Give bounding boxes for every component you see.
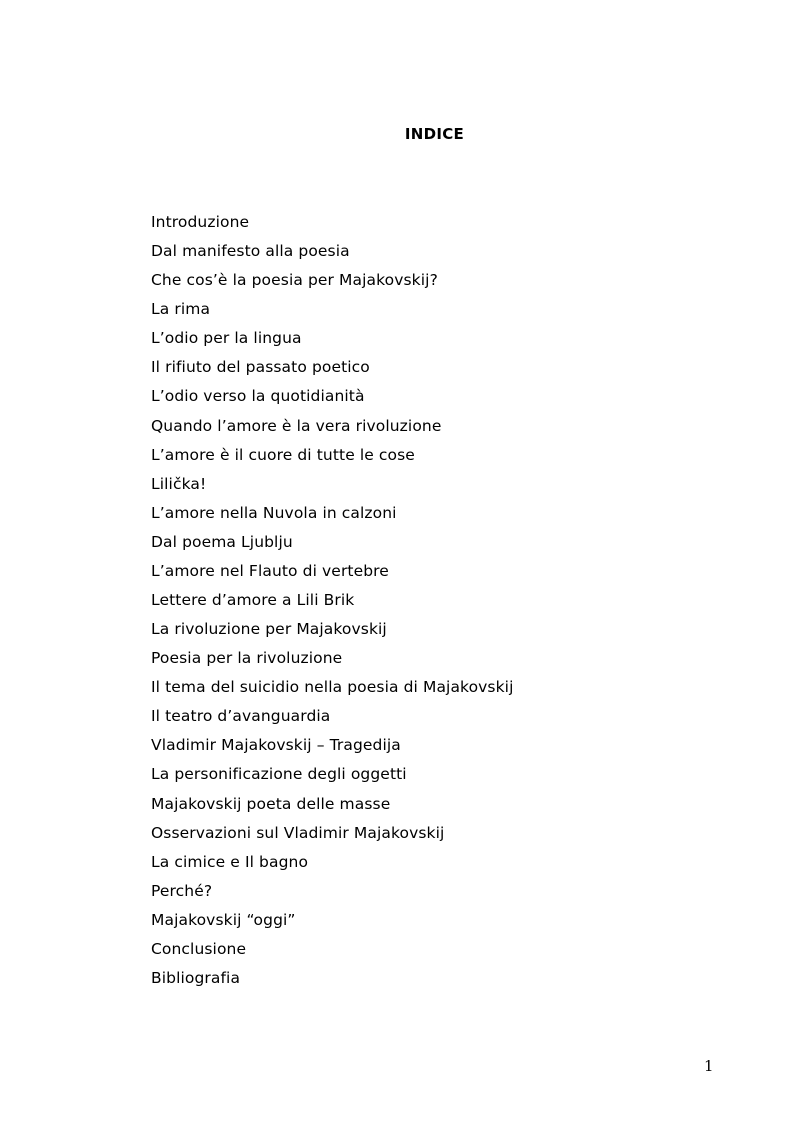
toc-entry: L’amore nel Flauto di vertebre xyxy=(151,561,389,580)
toc-entry: Bibliografia xyxy=(151,969,241,988)
toc-entry: Perché? xyxy=(151,881,213,900)
toc-entry: Osservazioni sul Vladimir Majakovskij xyxy=(151,823,445,842)
toc-entry: Dal manifesto alla poesia xyxy=(151,242,350,261)
toc-entry: Poesia per la rivoluzione xyxy=(151,649,343,668)
toc-entry: La rima xyxy=(151,300,211,319)
toc-entry: Il tema del suicidio nella poesia di Majakovskij xyxy=(151,678,514,697)
table-of-contents xyxy=(151,212,514,997)
toc-entry: La rivoluzione per Majakovskij xyxy=(151,620,387,639)
toc-entry: L’odio verso la quotidianità xyxy=(151,387,365,406)
toc-entry: Lilička! xyxy=(151,474,207,493)
page-number: 1 xyxy=(704,1057,714,1075)
toc-entry: L’amore è il cuore di tutte le cose xyxy=(151,445,415,464)
toc-entry: La cimice e Il bagno xyxy=(151,852,309,871)
toc-entry: L’odio per la lingua xyxy=(151,329,302,348)
toc-entry: Lettere d’amore a Lili Brik xyxy=(151,591,355,610)
toc-entry: Introduzione xyxy=(151,213,250,231)
toc-entry: Dal poema Ljublju xyxy=(151,532,293,551)
toc-entry: L’amore nella Nuvola in calzoni xyxy=(151,503,397,522)
toc-entry: Majakovskij “oggi” xyxy=(151,910,296,929)
toc-entry: Vladimir Majakovskij – Tragedija xyxy=(151,736,401,755)
toc-entry: La personificazione degli oggetti xyxy=(151,765,407,784)
toc-entry: Il teatro d’avanguardia xyxy=(151,707,331,726)
toc-entry: Quando l’amore è la vera rivoluzione xyxy=(151,416,442,435)
toc-entry: Majakovskij poeta delle masse xyxy=(151,794,391,813)
toc-entry: Conclusione xyxy=(151,939,247,958)
page-title: INDICE xyxy=(404,125,465,143)
toc-entry: Che cos’è la poesia per Majakovskij? xyxy=(151,271,438,290)
toc-entry: Il rifiuto del passato poetico xyxy=(151,358,370,377)
